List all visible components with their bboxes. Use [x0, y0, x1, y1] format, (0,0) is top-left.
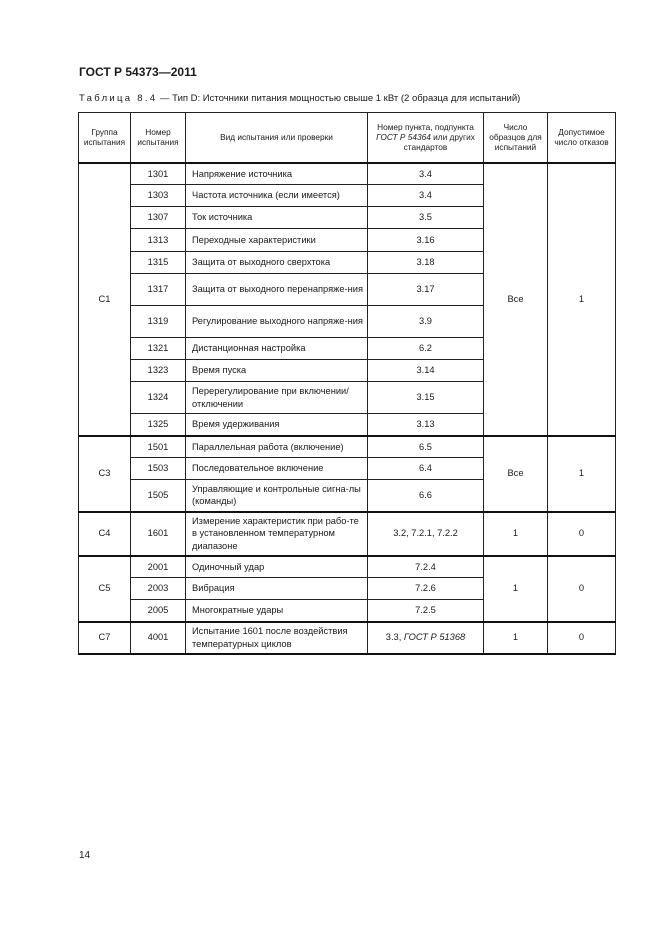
- clause-prefix: 3.3,: [385, 632, 404, 643]
- test-name-cell: Вибрация: [186, 578, 368, 600]
- header-failures: Допустимое число отказов: [548, 113, 616, 163]
- page-number: 14: [79, 850, 91, 861]
- test-number-cell: 1301: [131, 163, 186, 185]
- test-number-cell: 1303: [131, 185, 186, 207]
- clause-cell: 7.2.4: [368, 556, 484, 578]
- test-number-cell: 1315: [131, 252, 186, 274]
- samples-cell: 1: [484, 556, 548, 622]
- samples-cell: Все: [484, 163, 548, 436]
- clause-cell: 3.13: [368, 414, 484, 436]
- group-cell: С4: [79, 512, 131, 556]
- test-name-cell: Защита от выходного перенапряже-ния: [186, 274, 368, 306]
- failures-cell: 1: [548, 163, 616, 436]
- table-caption: [79, 93, 520, 104]
- test-number-cell: 1324: [131, 382, 186, 414]
- header-samples: Число образцов для испытаний: [484, 113, 548, 163]
- table-body: [79, 163, 616, 654]
- test-number-cell: 1313: [131, 229, 186, 252]
- test-name-cell: Измерение характеристик при рабо-те в установленном температурном диапазоне: [186, 512, 368, 556]
- test-name-cell: Время удерживания: [186, 414, 368, 436]
- test-name-cell: Напряжение источника: [186, 163, 368, 185]
- test-name-cell: Управляющие и контрольные сигна-лы (команды): [186, 480, 368, 512]
- clause-cell: 6.4: [368, 458, 484, 480]
- table-row: [79, 556, 616, 578]
- table-row: [79, 622, 616, 654]
- group-cell: С1: [79, 163, 131, 436]
- test-number-cell: 2003: [131, 578, 186, 600]
- test-number-cell: 1321: [131, 338, 186, 360]
- document-header: ГОСТ Р 54373—2011: [79, 65, 197, 79]
- group-cell: С3: [79, 436, 131, 512]
- clause-cell: 3.17: [368, 274, 484, 306]
- test-number-cell: 2005: [131, 600, 186, 622]
- test-number-cell: 1601: [131, 512, 186, 556]
- test-name-cell: Параллельная работа (включение): [186, 436, 368, 458]
- test-number-cell: 4001: [131, 622, 186, 654]
- test-number-cell: 1317: [131, 274, 186, 306]
- clause-cell: 3.9: [368, 306, 484, 338]
- test-number-cell: 1501: [131, 436, 186, 458]
- test-name-cell: Частота источника (если имеется): [186, 185, 368, 207]
- failures-cell: 0: [548, 556, 616, 622]
- failures-cell: 1: [548, 436, 616, 512]
- test-number-cell: 1325: [131, 414, 186, 436]
- header-clause-prefix: Номер пункта, подпункта: [377, 121, 474, 132]
- clause-cell: 3.14: [368, 360, 484, 382]
- table-row: [79, 436, 616, 458]
- clause-cell: 3.2, 7.2.1, 7.2.2: [368, 512, 484, 556]
- table-header: [79, 113, 616, 163]
- clause-cell: 3.15: [368, 382, 484, 414]
- test-name-cell: Перерегулирование при включении/отключении: [186, 382, 368, 414]
- failures-cell: 0: [548, 622, 616, 654]
- test-name-cell: Время пуска: [186, 360, 368, 382]
- header-test-type: Вид испытания или проверки: [186, 113, 368, 163]
- test-name-cell: Дистанционная настройка: [186, 338, 368, 360]
- group-cell: С7: [79, 622, 131, 654]
- test-name-cell: Ток источника: [186, 207, 368, 229]
- clause-cell: 6.6: [368, 480, 484, 512]
- test-name-cell: Многократные удары: [186, 600, 368, 622]
- test-name-cell: Испытание 1601 после воздействия температурных циклов: [186, 622, 368, 654]
- clause-standard: ГОСТ Р 51368: [403, 632, 466, 643]
- clause-cell: 3.18: [368, 252, 484, 274]
- header-clause-standard: ГОСТ Р 54364: [376, 132, 431, 143]
- test-table: [78, 112, 616, 655]
- test-number-cell: 1503: [131, 458, 186, 480]
- clause-cell: 6.5: [368, 436, 484, 458]
- clause-cell: 3.5: [368, 207, 484, 229]
- test-number-cell: 1319: [131, 306, 186, 338]
- samples-cell: 1: [484, 512, 548, 556]
- clause-cell: 3.4: [368, 185, 484, 207]
- clause-cell: 7.2.6: [368, 578, 484, 600]
- table-caption-label: Таблица 8.4: [79, 93, 158, 104]
- test-number-cell: 2001: [131, 556, 186, 578]
- failures-cell: 0: [548, 512, 616, 556]
- header-group: Группа испытания: [79, 113, 131, 163]
- test-number-cell: 1505: [131, 480, 186, 512]
- clause-cell: 3.4: [368, 163, 484, 185]
- clause-cell: [368, 622, 484, 654]
- test-name-cell: Защита от выходного сверхтока: [186, 252, 368, 274]
- samples-cell: Все: [484, 436, 548, 512]
- table-caption-text: — Тип D: Источники питания мощностью свыше 1 кВт (2 образца для испытаний): [157, 93, 521, 104]
- samples-cell: 1: [484, 622, 548, 654]
- table-row: [79, 163, 616, 185]
- clause-cell: 3.16: [368, 229, 484, 252]
- clause-cell: 7.2.5: [368, 600, 484, 622]
- clause-cell: 6.2: [368, 338, 484, 360]
- test-number-cell: 1323: [131, 360, 186, 382]
- header-test-number: Номер испытания: [131, 113, 186, 163]
- test-name-cell: Регулирование выходного напряже-ния: [186, 306, 368, 338]
- header-clause: [368, 113, 484, 163]
- test-name-cell: Одиночный удар: [186, 556, 368, 578]
- group-cell: С5: [79, 556, 131, 622]
- test-number-cell: 1307: [131, 207, 186, 229]
- header-clause-suffix: или других стандартов: [403, 132, 475, 153]
- table-row: [79, 512, 616, 556]
- test-name-cell: Переходные характеристики: [186, 229, 368, 252]
- test-name-cell: Последовательное включение: [186, 458, 368, 480]
